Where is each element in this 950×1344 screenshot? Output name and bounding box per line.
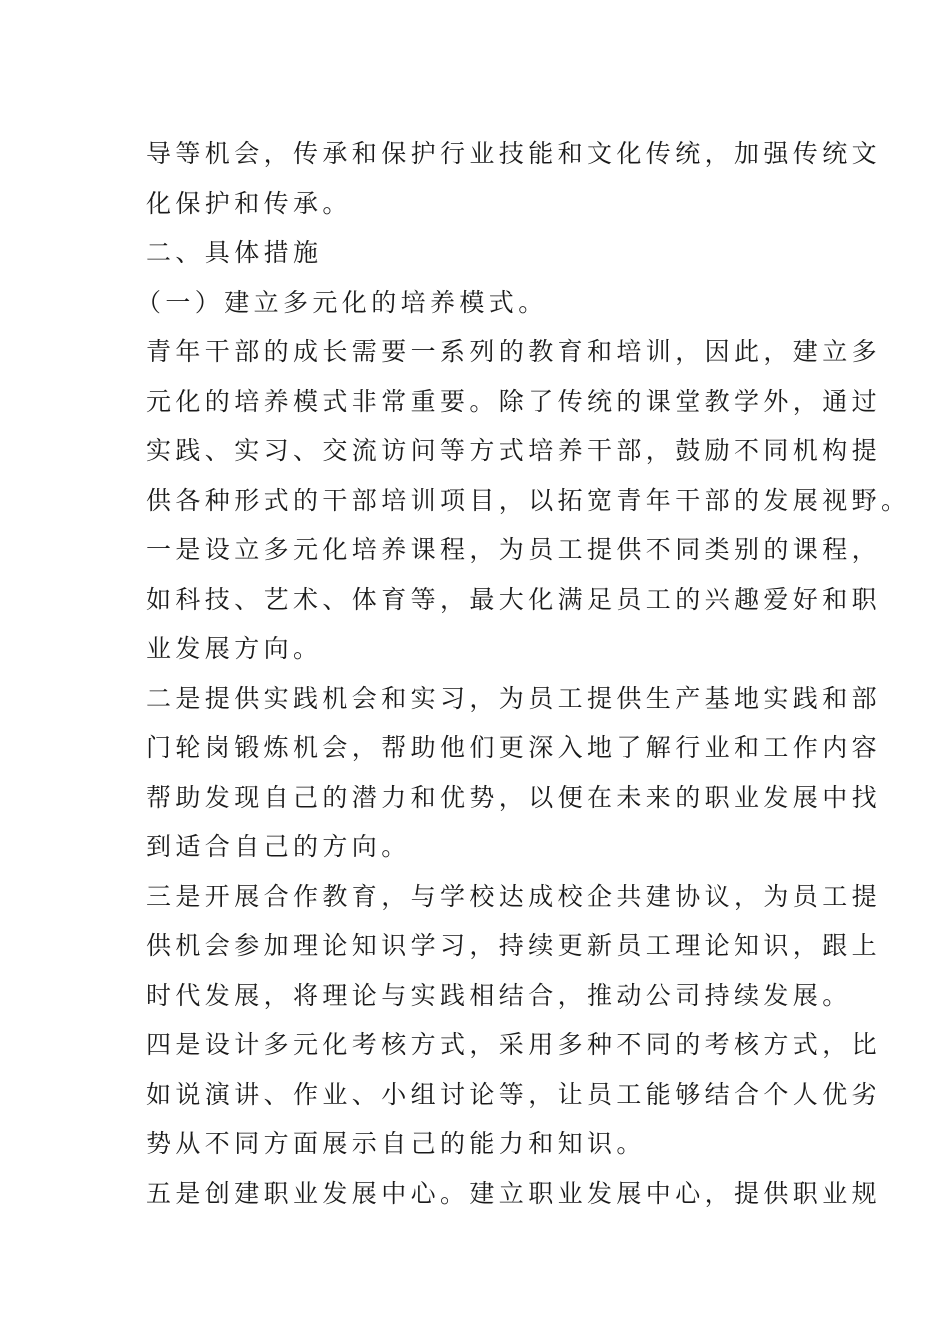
text-line: 一是设立多元化培养课程，为员工提供不同类别的课程，: [146, 535, 882, 564]
subsection-heading: （一）建立多元化的培养模式。: [136, 287, 548, 317]
text-line: 二是提供实践机会和实习，为员工提供生产基地实践和部: [146, 683, 882, 713]
text-line: 如说演讲、作业、小组讨论等，让员工能够结合个人优劣: [146, 1079, 882, 1109]
text-line: 如科技、艺术、体育等，最大化满足员工的兴趣爱好和职: [146, 584, 882, 614]
text-line: 五是创建职业发展中心。建立职业发展中心，提供职业规: [146, 1178, 882, 1208]
text-line: 导等机会，传承和保护行业技能和文化传统，加强传统文: [146, 139, 882, 168]
text-line: 青年干部的成长需要一系列的教育和培训，因此，建立多: [146, 337, 882, 366]
text-line: 三是开展合作教育，与学校达成校企共建协议，为员工提: [146, 881, 882, 911]
text-line: 势从不同方面展示自己的能力和知识。: [146, 1129, 646, 1158]
text-line: 到适合自己的方向。: [146, 832, 411, 861]
body-text: [136, 129, 911, 1218]
text-line: 四是设计多元化考核方式，采用多种不同的考核方式，比: [146, 1030, 882, 1059]
text-line: 业发展方向。: [146, 634, 323, 663]
text-line: 供机会参加理论知识学习，持续更新员工理论知识，跟上: [146, 931, 882, 960]
text-line: 时代发展，将理论与实践相结合，推动公司持续发展。: [146, 980, 852, 1010]
text-line: 帮助发现自己的潜力和优势，以便在未来的职业发展中找: [146, 782, 882, 812]
text-line: 供各种形式的干部培训项目，以拓宽青年干部的发展视野。: [146, 485, 911, 515]
text-line: 元化的培养模式非常重要。除了传统的课堂教学外，通过: [146, 386, 882, 416]
section-heading: 二、具体措施: [146, 238, 323, 267]
text-line: 实践、实习、交流访问等方式培养干部，鼓励不同机构提: [146, 436, 882, 465]
text-line: 门轮岗锻炼机会，帮助他们更深入地了解行业和工作内容: [146, 733, 882, 762]
text-line: 化保护和传承。: [146, 188, 352, 218]
